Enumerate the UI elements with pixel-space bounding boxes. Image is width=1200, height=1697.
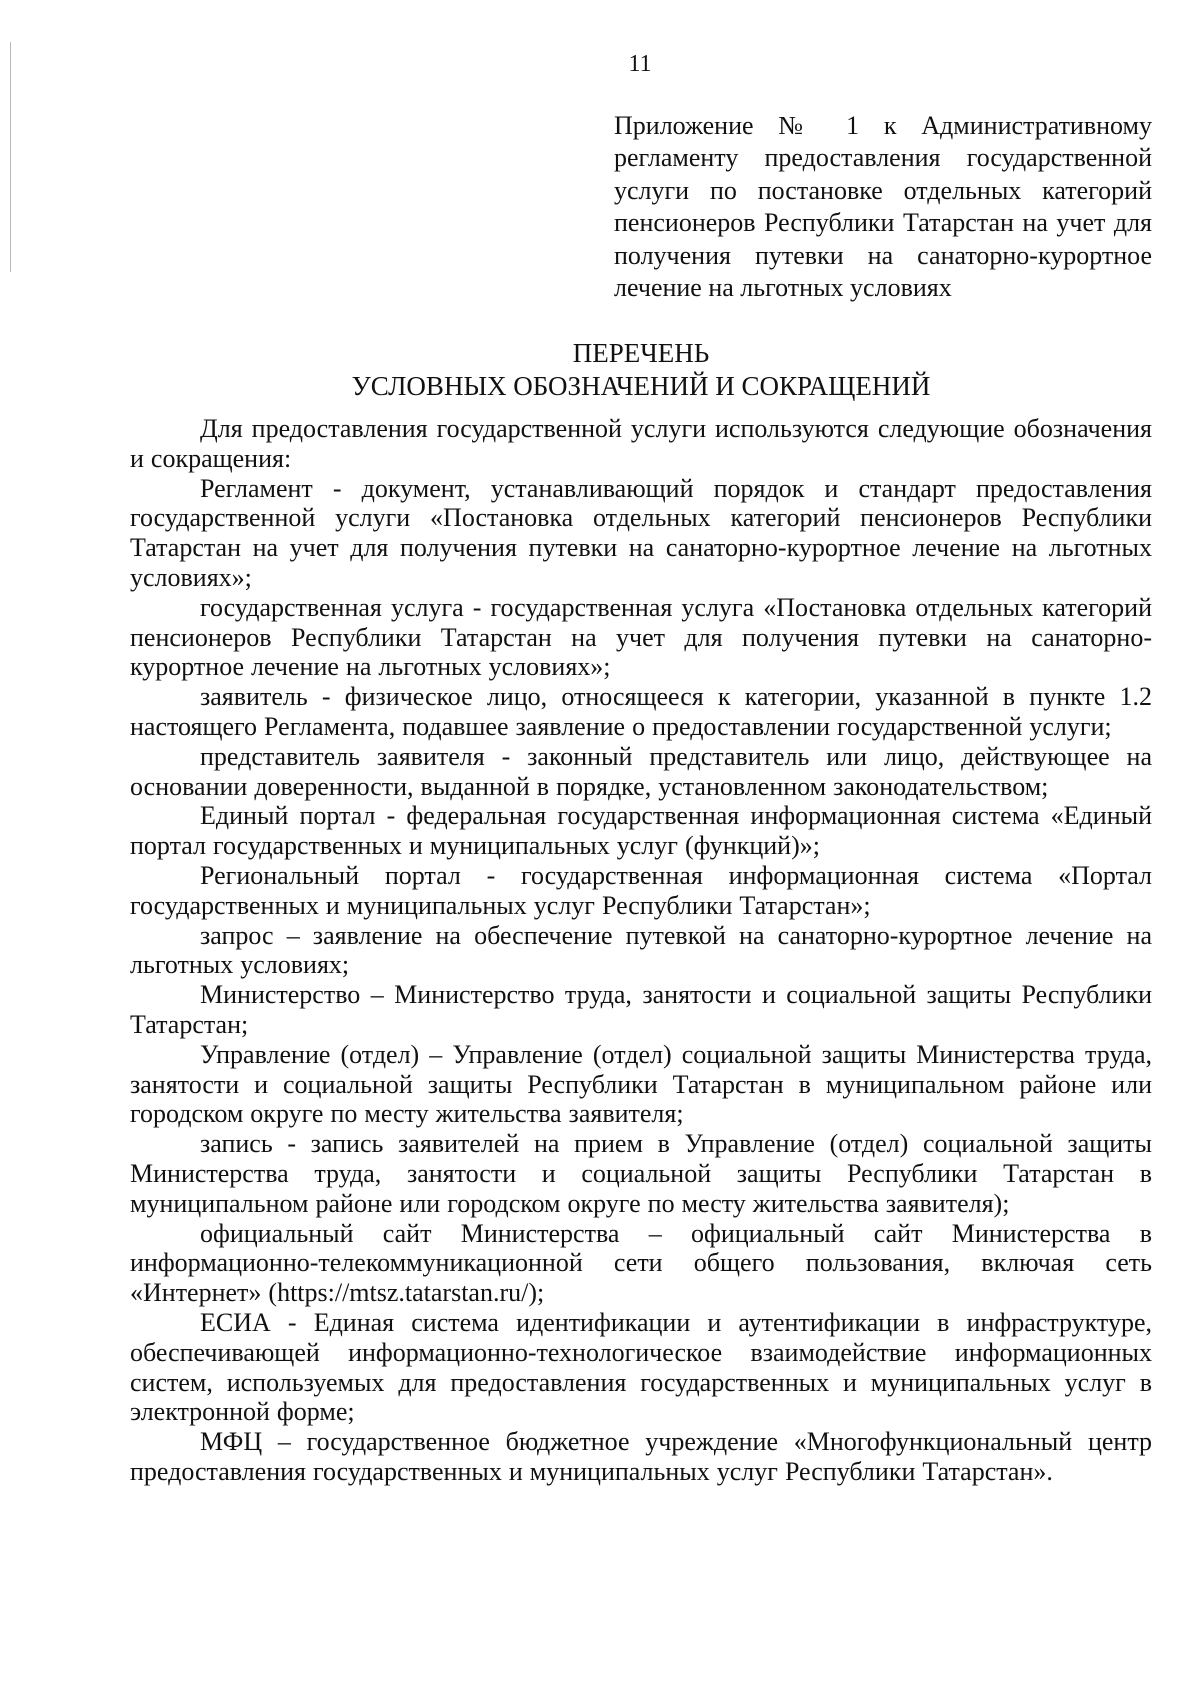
definition-zapis: запись - запись заявителей на прием в Управление (отдел) социальной защиты Министерства труда, занятости и социальной защиты Республики Татарстан в муниципальном районе или городском округе по месту жительства заявителя); [130,1129,1152,1218]
definition-upravlenie: Управление (отдел) – Управление (отдел) социальной защиты Министерства труда, занятости и социальной защиты Республики Татарстан в муниципальном районе или городском округе по месту жительства заявителя; [130,1039,1152,1129]
definition-gos-usluga: государственная услуга - государственная услуга «Постановка отдельных категорий пенсионеров Республики Татарстан на учет для получения путевки на санаторно-курортное лечение на льготных условиях»; [130,592,1152,682]
definition-reglament: Регламент - документ, устанавливающий порядок и стандарт предоставления государственной услуги «Постановка отдельных категорий пенсионеров Республики Татарстан на учет для получения путевки на санаторно-курортное лечение на льготных условиях»; [130,473,1152,592]
appendix-note: Приложение № 1 к Административному регламенту предоставления государственной услуги по постановке отдельных категорий пенсионеров Республики Татарстан на учет для получения путевки на санаторно-курортное лечение на льготных условиях [614,111,1152,303]
intro-paragraph: Для предоставления государственной услуги используются следующие обозначения и сокращения: [130,414,1152,473]
definition-mfc: МФЦ – государственное бюджетное учреждение «Многофункциональный центр предоставления государственных и муниципальных услуг Республики Татарстан». [130,1427,1152,1486]
heading-title: ПЕРЕЧЕНЬ [572,338,710,368]
definition-regionalnyi-portal: Региональный портал - государственная информационная система «Портал государственных и муниципальных услуг Республики Татарстан»; [130,860,1152,920]
definition-edinyi-portal: Единый портал - федеральная государственная информационная система «Единый портал государственных и муниципальных услуг (функций)»; [130,801,1152,861]
page-number: 11 [628,51,652,77]
document-heading [130,337,1152,403]
definition-esia: ЕСИА - Единая система идентификации и аутентификации в инфраструктуре, обеспечивающей информационно-технологическое взаимодействие информационных систем, используемых для предоставления государственных и муниципальных услуг в электронной форме; [130,1307,1152,1427]
definition-zayavitel: заявитель - физическое лицо, относящееся к категории, указанной в пункте 1.2 настоящего Регламента, подавшее заявление о предоставлении государственной услуги; [130,682,1152,741]
definition-zapros: запрос – заявление на обеспечение путевкой на санаторно-курортное лечение на льготных условиях; [130,920,1152,980]
heading-subtitle: УСЛОВНЫХ ОБОЗНАЧЕНИЙ И СОКРАЩЕНИЙ [351,371,931,401]
definition-predstavitel: представитель заявителя - законный представитель или лицо, действующее на основании доверенности, выданной в порядке, установленном законодательством; [130,741,1152,801]
document-body [130,414,1152,1487]
definition-ministerstvo: Министерство – Министерство труда, занятости и социальной защиты Республики Татарстан; [130,980,1152,1039]
definition-ofitsialnyi-sait: официальный сайт Министерства – официальный сайт Министерства в информационно-телекоммуникационной сети общего пользования, включая сеть «Интернет» (https://mtsz.tatarstan.ru/); [130,1218,1152,1308]
